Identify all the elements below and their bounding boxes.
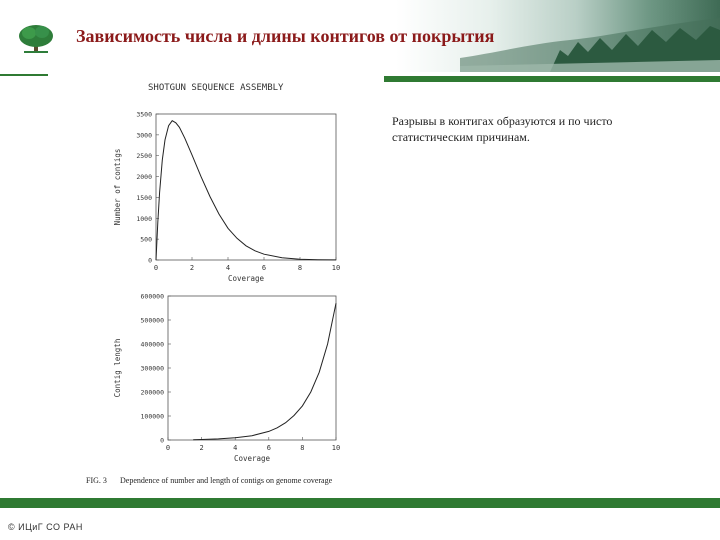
x-axis-label: Coverage — [227, 274, 265, 283]
series-line — [193, 303, 336, 440]
y-tick-label: 100000 — [140, 412, 164, 421]
y-tick-label: 1500 — [136, 193, 152, 202]
x-tick-label: 2 — [189, 264, 195, 272]
figure-caption: Dependence of number and length of contigs on genome coverage — [120, 476, 333, 485]
x-tick-label: 8 — [297, 264, 303, 272]
x-tick-label: 6 — [261, 264, 267, 272]
x-tick-label: 8 — [300, 444, 305, 452]
x-tick-label: 10 — [331, 444, 341, 452]
contig-length-chart — [113, 293, 340, 464]
series-line — [156, 121, 336, 260]
x-tick-label: 4 — [233, 444, 238, 452]
x-axis-label: Coverage — [233, 454, 271, 463]
y-tick-label: 0 — [160, 436, 164, 445]
y-tick-label: 2000 — [136, 173, 152, 182]
x-tick-label: 4 — [225, 264, 231, 272]
slide-title: Зависимость числа и длины контигов от покрытия — [76, 26, 495, 46]
x-tick-label: 0 — [153, 264, 159, 272]
chart-title: SHOTGUN SEQUENCE ASSEMBLY — [148, 83, 284, 93]
y-tick-label: 2500 — [136, 152, 152, 161]
figure-caption-label: FIG. 3 — [86, 476, 107, 485]
coverage-figure — [80, 76, 380, 494]
y-tick-label: 200000 — [140, 388, 164, 397]
plot-frame — [168, 296, 336, 440]
x-tick-label: 6 — [266, 444, 271, 452]
x-tick-label: 0 — [165, 444, 171, 452]
y-tick-label: 500000 — [140, 316, 164, 325]
plot-frame — [156, 114, 336, 260]
divider-left — [0, 74, 48, 76]
x-tick-label: 2 — [199, 444, 204, 452]
y-tick-label: 400000 — [140, 340, 164, 349]
tree-logo-icon — [16, 22, 56, 56]
body-text: Разрывы в контигах образуются и по чисто статистическим причинам. — [392, 114, 613, 144]
footer-text: © ИЦиГ СО РАН — [8, 522, 83, 532]
landscape-decoration — [460, 0, 720, 72]
y-tick-label: 3500 — [136, 110, 152, 119]
y-axis-label: Number of contigs — [113, 148, 122, 226]
x-tick-label: 10 — [331, 264, 341, 272]
y-tick-label: 300000 — [140, 364, 164, 373]
y-tick-label: 3000 — [136, 131, 152, 140]
y-tick-label: 1000 — [136, 214, 152, 223]
contig-number-chart — [113, 111, 340, 284]
slide-header — [0, 0, 720, 72]
y-tick-label: 600000 — [140, 292, 164, 301]
y-tick-label: 0 — [148, 256, 152, 265]
y-tick-label: 500 — [140, 235, 152, 244]
y-axis-label: Contig length — [113, 338, 122, 398]
bottom-bar — [0, 498, 720, 508]
divider-right — [384, 76, 720, 82]
